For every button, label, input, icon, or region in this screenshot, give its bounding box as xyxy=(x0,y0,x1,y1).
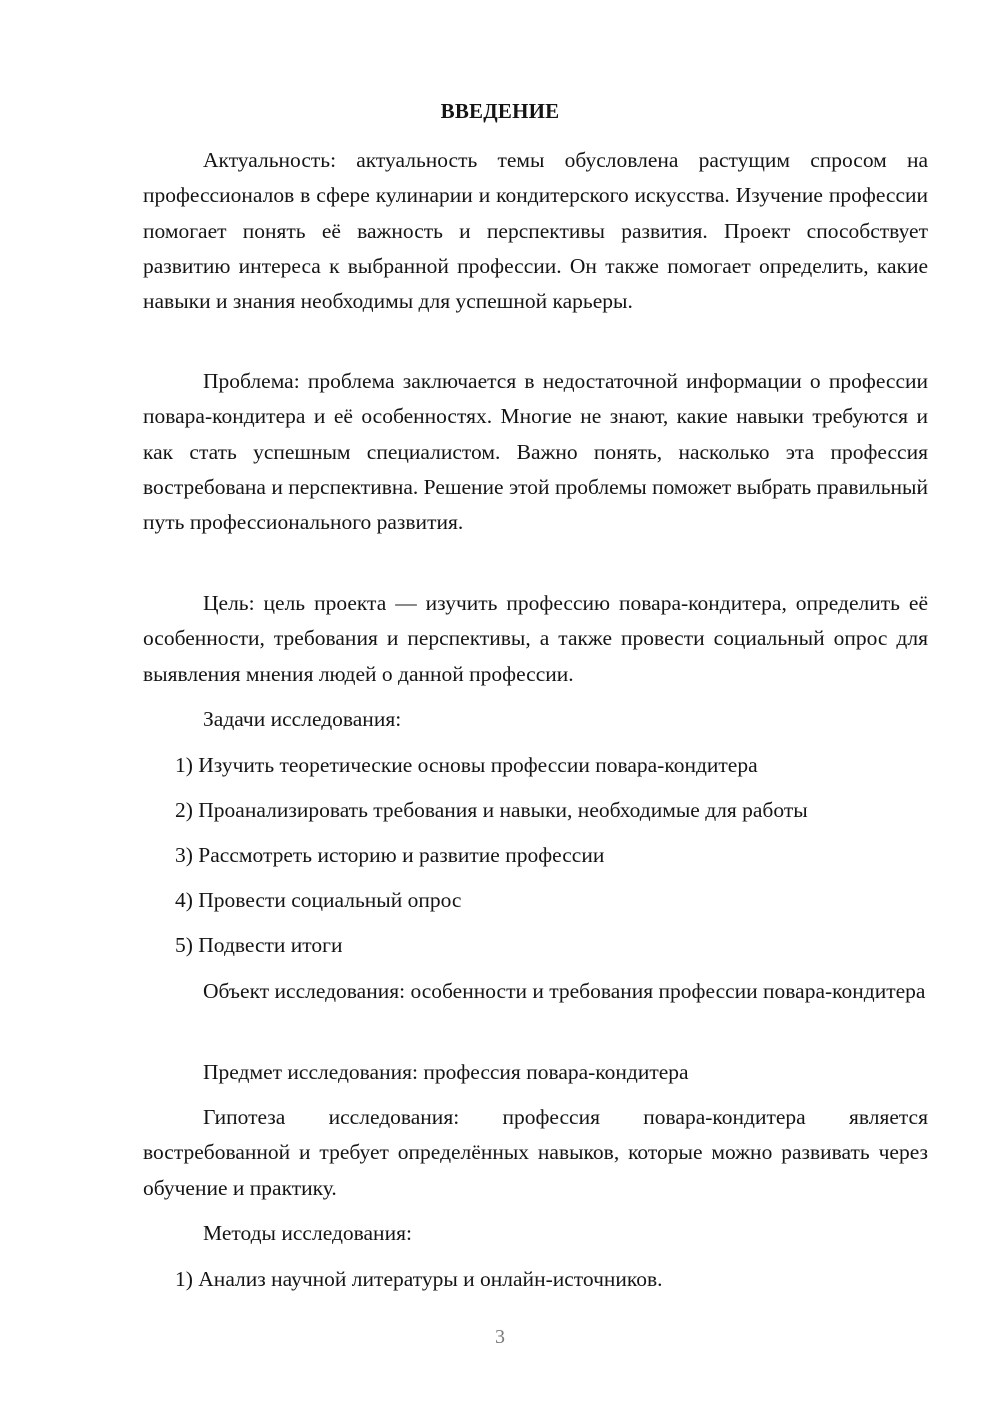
goal-paragraph: Цель: цель проекта — изучить профессию повара-кондитера, определить её особенности, требования и перспективы, а также провести социальный опрос для выявления мнения людей о данной профессии. xyxy=(143,591,928,686)
page-number: 3 xyxy=(495,1326,505,1348)
task-item: 1) Изучить теоретические основы профессии повара-кондитера xyxy=(175,753,758,777)
object-paragraph: Объект исследования: особенности и требования профессии повара-кондитера xyxy=(203,979,926,1003)
method-item: 1) Анализ научной литературы и онлайн-источников. xyxy=(175,1267,663,1291)
tasks-heading: Задачи исследования: xyxy=(203,707,402,731)
hypothesis-paragraph: Гипотеза исследования: профессия повара-кондитера является востребованной и требует определённых навыков, которые можно развивать через обучение и практику. xyxy=(143,1105,928,1200)
subject-paragraph: Предмет исследования: профессия повара-кондитера xyxy=(203,1060,689,1084)
page-title: ВВЕДЕНИЕ xyxy=(440,99,560,123)
methods-heading: Методы исследования: xyxy=(203,1221,412,1245)
task-item: 5) Подвести итоги xyxy=(175,933,343,957)
task-item: 2) Проанализировать требования и навыки, необходимые для работы xyxy=(175,798,808,822)
task-item: 3) Рассмотреть историю и развитие профессии xyxy=(175,843,605,867)
relevance-paragraph: Актуальность: актуальность темы обусловлена растущим спросом на профессионалов в сфере кулинарии и кондитерского искусства. Изучение профессии помогает понять её важность и перспективы развития. Проект способствует развитию интереса к выбранной профессии. Он также помогает определить, какие навыки и знания необходимы для успешной карьеры. xyxy=(143,148,928,314)
problem-paragraph: Проблема: проблема заключается в недостаточной информации о профессии повара-кондитера и её особенностях. Многие не знают, какие навыки требуются и как стать успешным специалистом. Важно понять, насколько эта профессия востребована и перспективна. Решение этой проблемы поможет выбрать правильный путь профессионального развития. xyxy=(143,369,928,535)
task-item: 4) Провести социальный опрос xyxy=(175,888,462,912)
